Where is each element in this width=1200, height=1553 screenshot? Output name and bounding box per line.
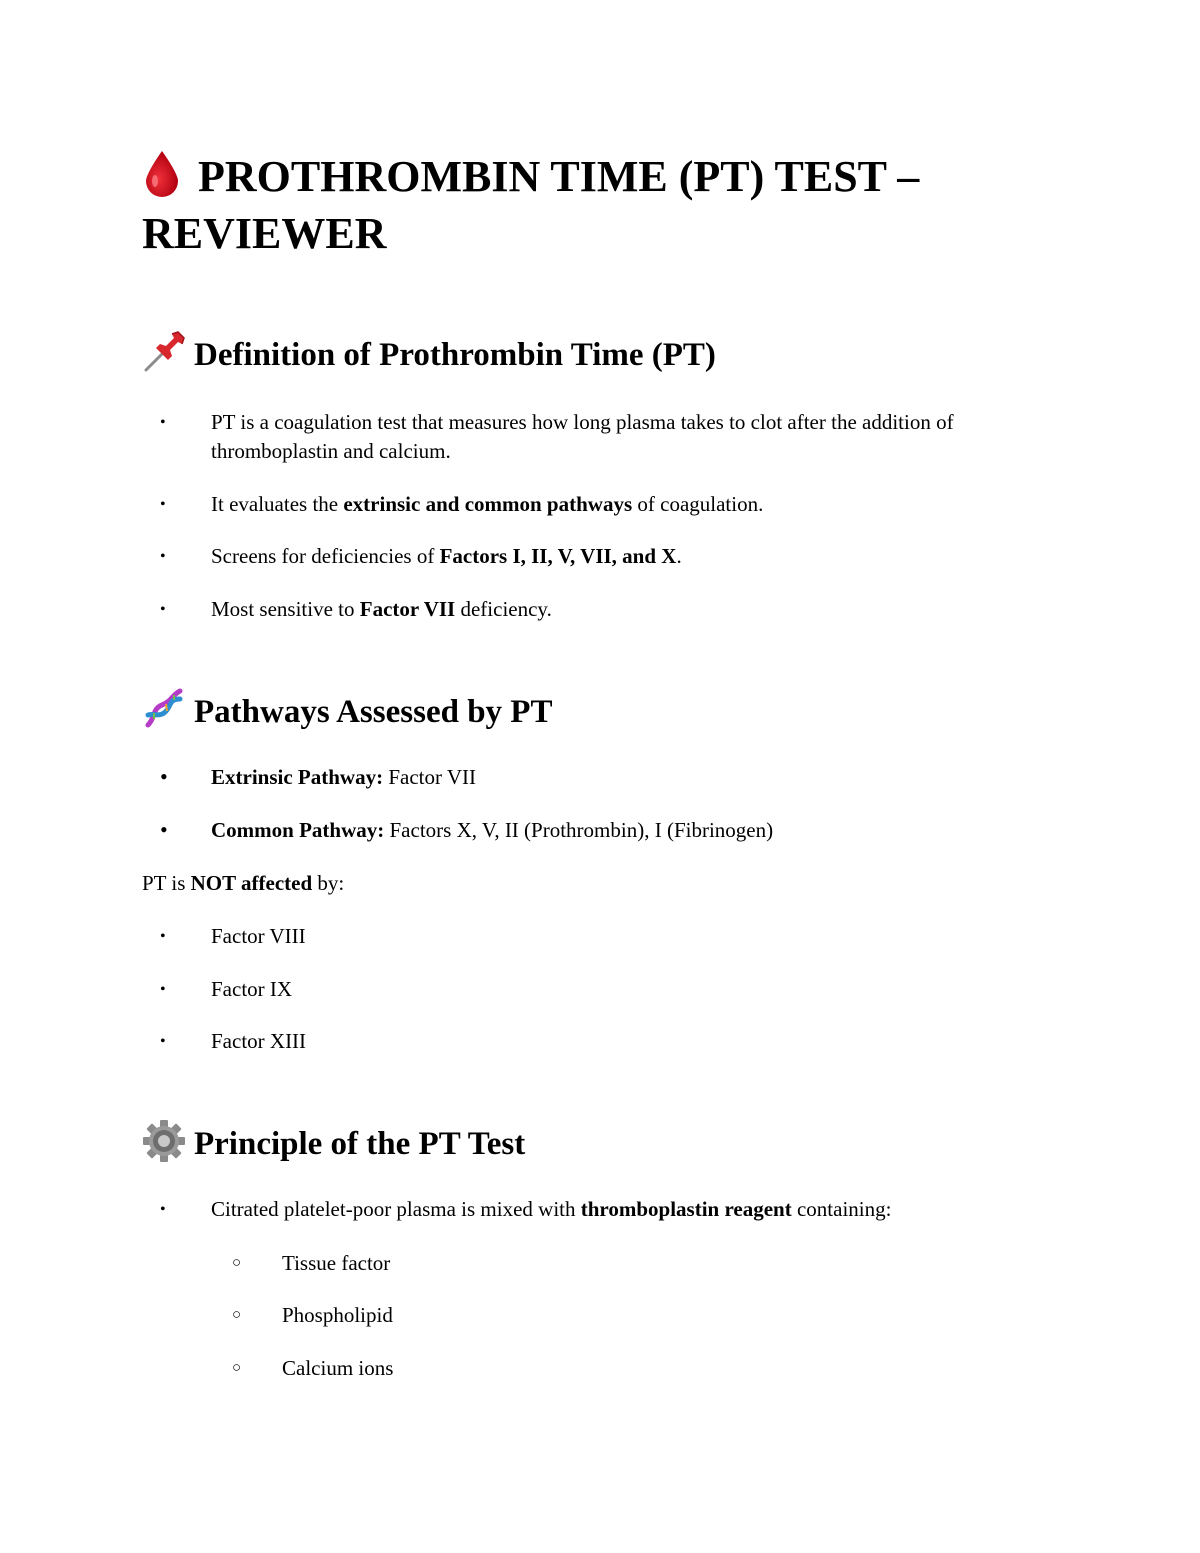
bullet-icon: • bbox=[160, 928, 166, 945]
bullet-icon: • bbox=[160, 1033, 166, 1050]
list-item-text: PT is a coagulation test that measures how long plasma takes to clot after the addition of thromboplastin and calcium. bbox=[211, 410, 954, 463]
section-heading-text: Pathways Assessed by PT bbox=[194, 694, 553, 730]
list-item-text: Screens for deficiencies of Factors I, II, V, VII, and X. bbox=[211, 544, 682, 568]
blood-drop-icon bbox=[142, 149, 182, 197]
list-item-text: Factor IX bbox=[211, 977, 293, 1001]
list-item-text: Factor VIII bbox=[211, 924, 306, 948]
bullet-icon: • bbox=[160, 496, 166, 513]
section-heading-text: Principle of the PT Test bbox=[194, 1126, 526, 1162]
section-heading-definition bbox=[142, 330, 716, 375]
list-item-text: Phospholipid bbox=[282, 1303, 393, 1327]
list-item-text: Most sensitive to Factor VII deficiency. bbox=[211, 597, 552, 621]
bullet-icon: • bbox=[160, 817, 168, 842]
bullet-icon: • bbox=[160, 601, 166, 618]
section-heading-pathways bbox=[142, 687, 552, 732]
bullet-icon: • bbox=[160, 414, 166, 431]
bullet-icon: • bbox=[160, 981, 166, 998]
dna-icon bbox=[142, 687, 186, 731]
circle-bullet-icon: ○ bbox=[232, 1360, 242, 1376]
list-item-text: Citrated platelet-poor plasma is mixed with thromboplastin reagent containing: bbox=[211, 1197, 892, 1221]
list-item-text: Calcium ions bbox=[282, 1356, 394, 1380]
gear-icon bbox=[142, 1119, 186, 1163]
bullet-icon: • bbox=[160, 548, 166, 565]
bullet-icon: • bbox=[160, 764, 168, 789]
list-item-text: Extrinsic Pathway: Factor VII bbox=[211, 765, 476, 789]
circle-bullet-icon: ○ bbox=[232, 1307, 242, 1323]
list-item-text: It evaluates the extrinsic and common pathways of coagulation. bbox=[211, 492, 764, 516]
bullet-icon: • bbox=[160, 1201, 166, 1218]
paragraph-not-affected: PT is NOT affected by: bbox=[142, 871, 345, 895]
section-heading-text: Definition of Prothrombin Time (PT) bbox=[194, 337, 716, 373]
list-item-text: Factor XIII bbox=[211, 1029, 307, 1053]
section-heading-principle bbox=[142, 1119, 525, 1164]
pushpin-icon bbox=[142, 330, 186, 374]
document-title bbox=[142, 148, 1102, 262]
list-item-text: Common Pathway: Factors X, V, II (Prothrombin), I (Fibrinogen) bbox=[211, 818, 774, 842]
circle-bullet-icon: ○ bbox=[232, 1255, 242, 1271]
list-item-text: Tissue factor bbox=[282, 1251, 391, 1275]
document-title-text: PROTHROMBIN TIME (PT) TEST – REVIEWER bbox=[142, 152, 920, 258]
